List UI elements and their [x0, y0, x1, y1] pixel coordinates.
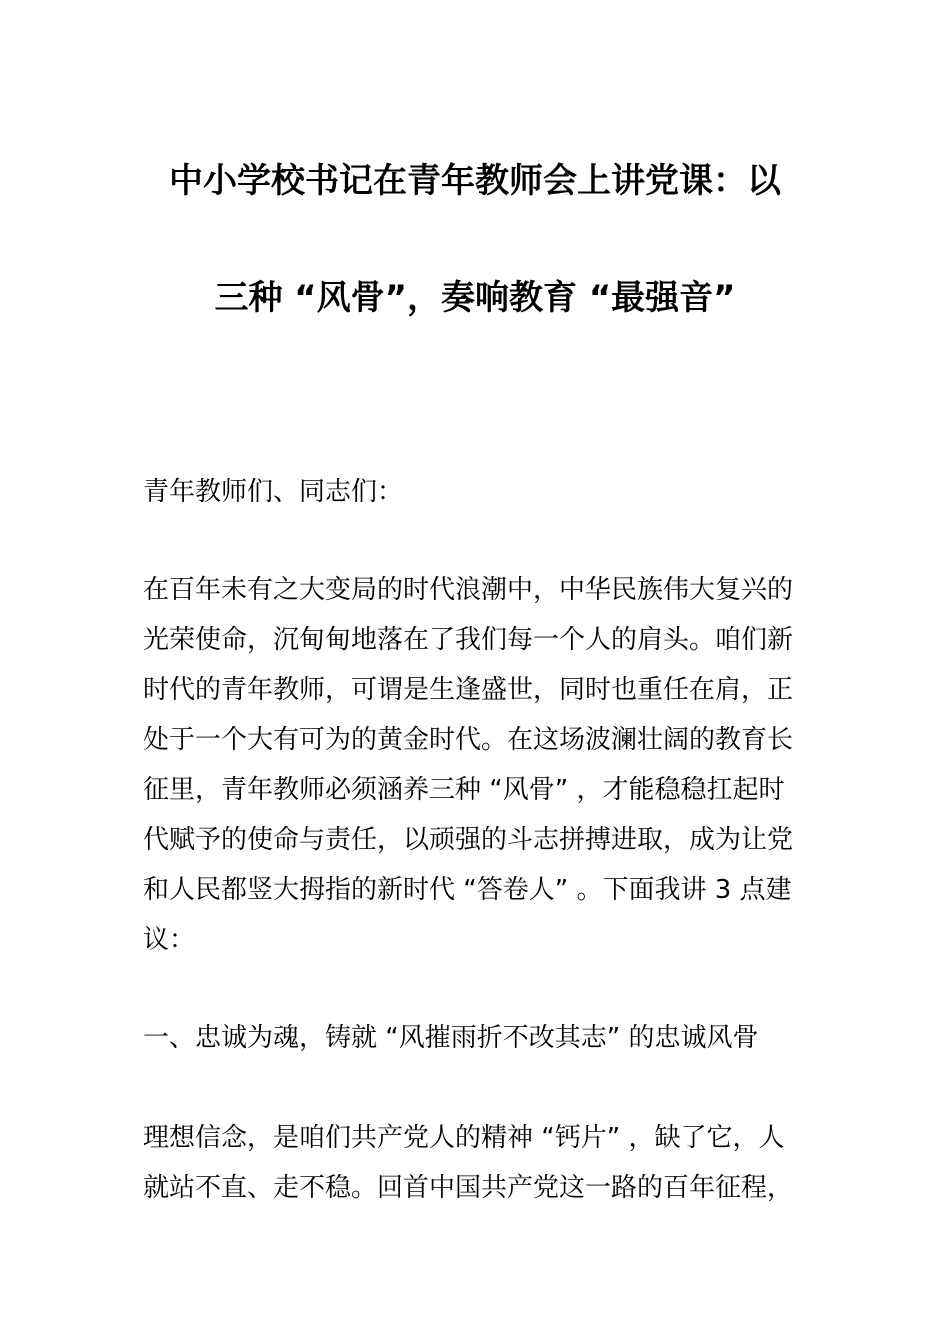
paragraph-line: 代赋予的使命与责任，以顽强的斗志拼搏进取，成为让党 — [143, 825, 794, 855]
paragraph-line: 在百年未有之大变局的时代浪潮中，中华民族伟大复兴的 — [143, 575, 794, 605]
salutation: 青年教师们、同志们： — [143, 477, 404, 507]
paragraph-line: 理想信念，是咱们共产党人的精神 “钙片” ，缺了它，人 — [143, 1123, 785, 1153]
paragraph-line: 处于一个大有可为的黄金时代。在这场波澜壮阔的教育长 — [143, 725, 794, 755]
paragraph-section-1 — [143, 1113, 811, 1213]
paragraph-line: 和人民都竖大拇指的新时代 “答卷人” 。下面我讲 3 点建 — [143, 875, 792, 905]
paragraph-line: 就站不直、走不稳。回首中国共产党这一路的百年征程， — [143, 1173, 794, 1203]
paragraph-intro — [143, 565, 811, 965]
paragraph-line: 光荣使命，沉甸甸地落在了我们每一个人的肩头。咱们新 — [143, 625, 794, 655]
section-heading-1: 一、忠诚为魂，铸就 “风摧雨折不改其志” 的忠诚风骨 — [143, 1023, 759, 1053]
paragraph-line: 征里，青年教师必须涵养三种 “风骨” ，才能稳稳扛起时 — [143, 775, 785, 805]
paragraph-line: 议： — [143, 925, 196, 955]
paragraph-line: 时代的青年教师，可谓是生逢盛世，同时也重任在肩，正 — [143, 675, 794, 705]
document-title-line-1: 中小学校书记在青年教师会上讲党课：以 — [169, 161, 781, 201]
document-title-line-2: 三种 “风骨”，奏响教育 “最强音” — [214, 278, 736, 318]
